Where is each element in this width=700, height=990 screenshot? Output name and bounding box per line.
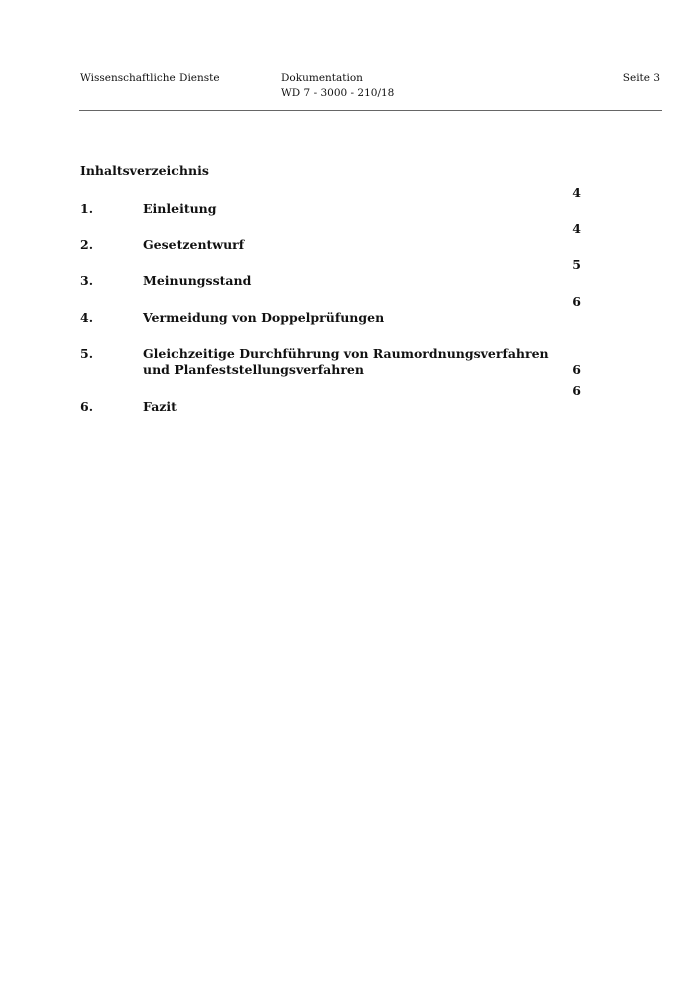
toc-entry-line: Gleichzeitige Durchführung von Raumordnungsverfahren bbox=[143, 346, 549, 361]
header-document-info bbox=[281, 71, 394, 101]
toc-entry-page: 4 bbox=[572, 185, 581, 200]
header-page-number: Seite 3 bbox=[622, 72, 660, 84]
toc-entry-5[interactable] bbox=[80, 346, 581, 378]
toc-entry-page: 4 bbox=[572, 221, 581, 236]
header-organization: Wissenschaftliche Dienste bbox=[80, 72, 220, 84]
toc-entry-text bbox=[143, 237, 543, 253]
toc-entry-text bbox=[143, 346, 549, 378]
header-doc-ref: WD 7 - 3000 - 210/18 bbox=[281, 87, 395, 99]
toc-entry-text bbox=[143, 201, 543, 217]
toc-entry-page: 6 bbox=[572, 294, 581, 309]
toc-entry-line: Vermeidung von Doppelprüfungen bbox=[143, 310, 385, 325]
toc-entry-number: 6. bbox=[80, 399, 94, 414]
toc-entry-page: 6 bbox=[572, 362, 581, 377]
toc-entry-number: 3. bbox=[80, 273, 94, 288]
toc-title: Inhaltsverzeichnis bbox=[80, 163, 209, 178]
toc-entry-page: 6 bbox=[572, 383, 581, 398]
toc-entry-line: Fazit bbox=[143, 399, 177, 414]
toc-entry-number: 2. bbox=[80, 237, 94, 252]
toc-entry-line: Gesetzentwurf bbox=[143, 237, 245, 252]
toc-entry-line: Meinungsstand bbox=[143, 273, 252, 288]
toc-entry-line: Einleitung bbox=[143, 201, 217, 216]
toc-entry-number: 1. bbox=[80, 201, 94, 216]
toc-entry-number: 4. bbox=[80, 310, 94, 325]
toc-entry-text bbox=[143, 399, 543, 415]
header-divider bbox=[79, 110, 662, 111]
toc-entry-line: und Planfeststellungsverfahren bbox=[143, 362, 364, 377]
toc-entry-page: 5 bbox=[572, 257, 581, 272]
toc-entry-number: 5. bbox=[80, 346, 94, 361]
header-doc-type: Dokumentation bbox=[281, 72, 363, 84]
toc-entry-text bbox=[143, 310, 543, 326]
toc-entry-text bbox=[143, 273, 543, 289]
